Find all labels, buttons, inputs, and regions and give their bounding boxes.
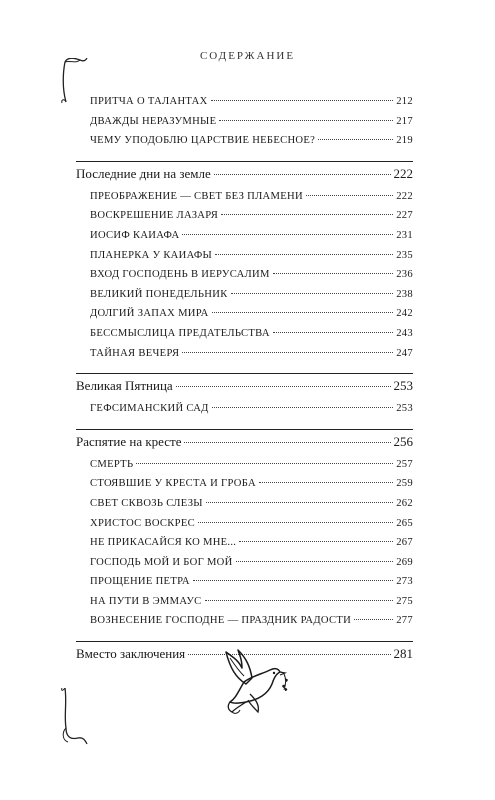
dot-leader bbox=[211, 100, 394, 101]
toc-entry-title: ДОЛГИЙ ЗАПАХ МИРА bbox=[90, 308, 209, 320]
toc-entry-page: 265 bbox=[396, 517, 413, 529]
toc-entry-title: ПРОЩЕНИЕ ПЕТРА bbox=[90, 576, 190, 588]
dot-leader bbox=[273, 273, 394, 274]
toc-entry-title: СМЕРТЬ bbox=[90, 458, 134, 470]
section-divider bbox=[76, 161, 413, 162]
dot-leader bbox=[176, 386, 391, 387]
section-divider bbox=[76, 641, 413, 642]
toc-section-title: Великая Пятница bbox=[76, 378, 173, 394]
toc-entry-page: 277 bbox=[396, 615, 413, 627]
toc-section-page: 222 bbox=[393, 165, 413, 181]
dot-leader bbox=[182, 352, 393, 353]
toc-section-page: 253 bbox=[393, 378, 413, 394]
dot-leader bbox=[306, 195, 393, 196]
toc-section[interactable] bbox=[76, 434, 413, 459]
toc-entry-title: ПЛАНЕРКА У КАИАФЫ bbox=[90, 249, 213, 261]
dot-leader bbox=[259, 482, 393, 483]
toc-entry[interactable] bbox=[76, 308, 413, 328]
toc-entry-title: ДВАЖДЫ НЕРАЗУМНЫЕ bbox=[90, 115, 217, 127]
toc-entry-title: ВЕЛИКИЙ ПОНЕДЕЛЬНИК bbox=[90, 288, 228, 300]
toc-entry-page: 259 bbox=[396, 478, 413, 490]
toc-entry[interactable] bbox=[76, 250, 413, 270]
toc-entry[interactable] bbox=[76, 328, 413, 348]
toc-entry-page: 227 bbox=[396, 210, 413, 222]
toc-entry-page: 235 bbox=[396, 249, 413, 261]
toc-entry-title: ВОЗНЕСЕНИЕ ГОСПОДНЕ — ПРАЗДНИК РАДОСТИ bbox=[90, 615, 352, 627]
toc-entry[interactable] bbox=[76, 498, 413, 518]
section-divider bbox=[76, 429, 413, 430]
dot-leader bbox=[354, 619, 393, 620]
toc-entry-title: ГЕФСИМАНСКИЙ САД bbox=[90, 403, 209, 415]
toc-entry[interactable] bbox=[76, 459, 413, 479]
toc-entry-page: 257 bbox=[396, 458, 413, 470]
toc-entry[interactable] bbox=[76, 518, 413, 538]
toc-entry[interactable] bbox=[76, 135, 413, 155]
dot-leader bbox=[212, 407, 394, 408]
dot-leader bbox=[212, 312, 394, 313]
toc-entry-page: 275 bbox=[396, 595, 413, 607]
toc-section-page: 281 bbox=[393, 646, 413, 662]
dot-leader bbox=[231, 293, 394, 294]
dot-leader bbox=[219, 120, 393, 121]
toc-entry[interactable] bbox=[76, 576, 413, 596]
toc-entry-page: 231 bbox=[396, 229, 413, 241]
toc-entry-title: ЧЕМУ УПОДОБЛЮ ЦАРСТВИЕ НЕБЕСНОЕ? bbox=[90, 135, 316, 147]
toc-entry[interactable] bbox=[76, 289, 413, 309]
toc-entry[interactable] bbox=[76, 269, 413, 289]
toc-entry-page: 269 bbox=[396, 556, 413, 568]
toc-entry-page: 253 bbox=[396, 403, 413, 415]
toc-entry-page: 262 bbox=[396, 497, 413, 509]
dot-leader bbox=[136, 463, 393, 464]
toc-entry-page: 219 bbox=[396, 135, 413, 147]
toc-entry-page: 243 bbox=[396, 327, 413, 339]
dot-leader bbox=[273, 332, 393, 333]
dot-leader bbox=[205, 600, 394, 601]
toc-entry-title: ТАЙНАЯ ВЕЧЕРЯ bbox=[90, 347, 180, 359]
toc-entry-title: ГОСПОДЬ МОЙ И БОГ МОЙ bbox=[90, 556, 233, 568]
toc-entry[interactable] bbox=[76, 230, 413, 250]
dot-leader bbox=[193, 580, 393, 581]
toc-entry-title: ВОСКРЕШЕНИЕ ЛАЗАРЯ bbox=[90, 210, 219, 222]
toc-entry-page: 267 bbox=[396, 537, 413, 549]
toc-entry[interactable] bbox=[76, 537, 413, 557]
dot-leader bbox=[236, 561, 394, 562]
toc-section-title: Вместо заключения bbox=[76, 646, 186, 662]
toc-entry-page: 238 bbox=[396, 288, 413, 300]
toc-section-title: Распятие на кресте bbox=[76, 433, 182, 449]
toc-entry[interactable] bbox=[76, 191, 413, 211]
toc-entry-title: БЕССМЫСЛИЦА ПРЕДАТЕЛЬСТВА bbox=[90, 327, 270, 339]
toc-entry[interactable] bbox=[76, 403, 413, 423]
dot-leader bbox=[184, 442, 390, 443]
dove-with-olive-branch-icon bbox=[224, 648, 290, 723]
toc-entry[interactable] bbox=[76, 596, 413, 616]
dot-leader bbox=[206, 502, 393, 503]
toc-entry-title: СВЕТ СКВОЗЬ СЛЕЗЫ bbox=[90, 497, 203, 509]
table-of-contents bbox=[76, 96, 413, 671]
dot-leader bbox=[221, 214, 393, 215]
dot-leader bbox=[215, 254, 393, 255]
section-divider bbox=[76, 373, 413, 374]
toc-entry-page: 222 bbox=[396, 190, 413, 202]
toc-entry[interactable] bbox=[76, 478, 413, 498]
dot-leader bbox=[182, 234, 393, 235]
toc-entry[interactable] bbox=[76, 96, 413, 116]
corner-ornament-icon bbox=[58, 688, 88, 753]
toc-entry-title: СТОЯВШИЕ У КРЕСТА И ГРОБА bbox=[90, 478, 256, 490]
toc-entry[interactable] bbox=[76, 116, 413, 136]
toc-section[interactable] bbox=[76, 378, 413, 403]
toc-section-title: Последние дни на земле bbox=[76, 165, 211, 181]
toc-entry-title: НА ПУТИ В ЭММАУС bbox=[90, 595, 202, 607]
dot-leader bbox=[239, 541, 393, 542]
dot-leader bbox=[198, 522, 393, 523]
toc-entry-title: ИОСИФ КАИАФА bbox=[90, 229, 180, 241]
toc-entry[interactable] bbox=[76, 615, 413, 635]
toc-entry-page: 217 bbox=[396, 115, 413, 127]
toc-entry[interactable] bbox=[76, 210, 413, 230]
toc-entry-page: 247 bbox=[396, 347, 413, 359]
dot-leader bbox=[214, 174, 391, 175]
toc-section-page: 256 bbox=[393, 433, 413, 449]
toc-entry-title: ВХОД ГОСПОДЕНЬ В ИЕРУСАЛИМ bbox=[90, 269, 270, 281]
toc-entry-title: НЕ ПРИКАСАЙСЯ КО МНЕ... bbox=[90, 537, 237, 549]
toc-entry-page: 236 bbox=[396, 269, 413, 281]
page-title: СОДЕРЖАНИЕ bbox=[199, 50, 296, 62]
toc-entry-page: 212 bbox=[396, 96, 413, 107]
toc-entry-title: ХРИСТОС ВОСКРЕС bbox=[90, 517, 195, 529]
toc-entry[interactable] bbox=[76, 557, 413, 577]
toc-entry-page: 273 bbox=[396, 576, 413, 588]
toc-entry-page: 242 bbox=[396, 308, 413, 320]
toc-entry-title: ПРЕОБРАЖЕНИЕ — СВЕТ БЕЗ ПЛАМЕНИ bbox=[90, 190, 303, 202]
toc-section[interactable] bbox=[76, 166, 413, 191]
toc-entry-title: ПРИТЧА О ТАЛАНТАХ bbox=[90, 96, 208, 107]
toc-entry[interactable] bbox=[76, 348, 413, 368]
dot-leader bbox=[318, 139, 393, 140]
